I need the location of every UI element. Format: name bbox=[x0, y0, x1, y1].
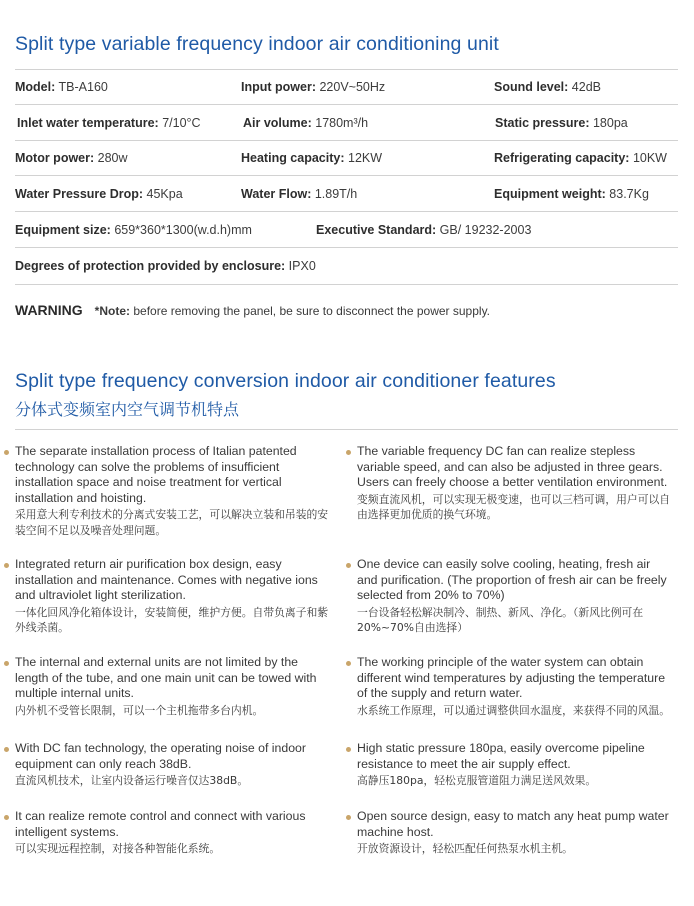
feature-text-en: High static pressure 180pa, easily overcome pipeline resistance to meet the air supply effect. bbox=[357, 741, 645, 771]
spec-equipment-size bbox=[15, 223, 252, 237]
spec-label: Equipment size: bbox=[15, 223, 111, 237]
spec-value: 659*360*1300(w.d.h)mm bbox=[110, 223, 252, 237]
bullet-icon bbox=[346, 661, 351, 666]
spec-value: 12KW bbox=[344, 151, 383, 165]
specs-title: Split type variable frequency indoor air conditioning unit bbox=[15, 33, 499, 55]
spec-label: Air volume: bbox=[243, 116, 312, 130]
feature-item bbox=[15, 444, 331, 539]
feature-item bbox=[15, 557, 331, 636]
warning-label: WARNING bbox=[15, 302, 83, 318]
feature-item bbox=[15, 741, 331, 789]
note-text: before removing the panel, be sure to disconnect the power supply. bbox=[130, 304, 491, 318]
feature-text-en: It can realize remote control and connect with various intelligent systems. bbox=[15, 809, 306, 839]
note-label: *Note: bbox=[94, 304, 131, 318]
bullet-icon bbox=[346, 563, 351, 568]
spec-value: 1.89T/h bbox=[311, 187, 358, 201]
feature-item bbox=[15, 809, 331, 857]
feature-text-cn: 可以实现远程控制，对接各种智能化系统。 bbox=[15, 842, 221, 856]
feature-text-cn: 开放资源设计，轻松匹配任何热泵水机主机。 bbox=[357, 842, 573, 856]
feature-item bbox=[357, 655, 673, 718]
feature-text-en: Integrated return air purification box design, easy installation and maintenance. Comes with negative ions and ultraviolet light sterilization. bbox=[15, 557, 318, 603]
feature-text-cn: 直流风机技术，让室内设备运行噪音仅达38dB。 bbox=[15, 774, 249, 788]
spec-label: Refrigerating capacity: bbox=[494, 151, 630, 165]
feature-text-en: One device can easily solve cooling, heating, fresh air and purification. (The proportion of fresh air can be freely selected from 20% to 70%) bbox=[357, 557, 667, 603]
divider bbox=[15, 284, 678, 285]
feature-text-en: Open source design, easy to match any heat pump water machine host. bbox=[357, 809, 669, 839]
spec-label: Equipment weight: bbox=[494, 187, 606, 201]
bullet-icon bbox=[346, 815, 351, 820]
spec-label: Heating capacity: bbox=[241, 151, 345, 165]
spec-label: Static pressure: bbox=[495, 116, 590, 130]
spec-value: 1780m³/h bbox=[311, 116, 369, 130]
spec-value: 42dB bbox=[568, 80, 601, 94]
bullet-icon bbox=[346, 450, 351, 455]
spec-value: IPX0 bbox=[285, 259, 316, 273]
spec-value: 180pa bbox=[589, 116, 628, 130]
divider bbox=[15, 247, 678, 248]
divider bbox=[15, 104, 678, 105]
divider bbox=[15, 211, 678, 212]
spec-value: 7/10°C bbox=[158, 116, 201, 130]
spec-label: Inlet water temperature: bbox=[17, 116, 159, 130]
bullet-icon bbox=[346, 747, 351, 752]
spec-static-pressure bbox=[495, 116, 628, 130]
divider bbox=[15, 140, 678, 141]
spec-label: Input power: bbox=[241, 80, 316, 94]
feature-item bbox=[357, 557, 673, 636]
feature-text-en: With DC fan technology, the operating noise of indoor equipment can only reach 38dB. bbox=[15, 741, 306, 771]
spec-executive-standard bbox=[316, 223, 531, 237]
spec-input-power bbox=[241, 80, 385, 94]
spec-value: 10KW bbox=[629, 151, 667, 165]
bullet-icon bbox=[4, 747, 9, 752]
bullet-icon bbox=[4, 661, 9, 666]
spec-sound-level bbox=[494, 80, 601, 94]
spec-model bbox=[15, 80, 108, 94]
spec-value: GB/ 19232-2003 bbox=[436, 223, 532, 237]
bullet-icon bbox=[4, 450, 9, 455]
bullet-icon bbox=[4, 563, 9, 568]
spec-value: TB-A160 bbox=[55, 80, 108, 94]
feature-item bbox=[357, 809, 673, 857]
feature-text-cn: 一台设备轻松解决制冷、制热、新风、净化。（新风比例可在20%~70%自由选择） bbox=[357, 605, 644, 635]
features-title: Split type frequency conversion indoor air conditioner features bbox=[15, 370, 556, 392]
feature-item bbox=[357, 741, 673, 789]
spec-air-volume bbox=[243, 116, 368, 130]
feature-text-cn: 采用意大利专利技术的分离式安装工艺，可以解决立装和吊装的安装空间不足以及噪音处理问题。 bbox=[15, 508, 329, 537]
feature-text-en: The internal and external units are not limited by the length of the tube, and one main unit can be towed with multiple internal units. bbox=[15, 655, 317, 701]
spec-water-flow bbox=[241, 187, 357, 201]
spec-motor-power bbox=[15, 151, 128, 165]
spec-label: Executive Standard: bbox=[316, 223, 437, 237]
feature-text-en: The separate installation process of Italian patented technology can solve the problems of insufficient installation space and noise treatment for vertical installation and hoisting. bbox=[15, 444, 297, 505]
spec-protection bbox=[15, 259, 316, 273]
feature-item bbox=[15, 655, 331, 718]
feature-text-cn: 一体化回风净化箱体设计，安装简便，维护方便。自带负离子和紫外线杀菌。 bbox=[15, 605, 329, 635]
spec-label: Water Pressure Drop: bbox=[15, 187, 144, 201]
divider bbox=[15, 69, 678, 70]
spec-value: 83.7Kg bbox=[605, 187, 649, 201]
spec-inlet-water-temperature bbox=[17, 116, 201, 130]
spec-label: Motor power: bbox=[15, 151, 95, 165]
spec-equipment-weight bbox=[494, 187, 649, 201]
spec-label: Water Flow: bbox=[241, 187, 312, 201]
feature-item bbox=[357, 444, 673, 523]
feature-text-en: The variable frequency DC fan can realize stepless variable speed, and can also be adjusted in three gears. Users can freely choose a better ventilation environment. bbox=[357, 444, 668, 490]
feature-text-en: The working principle of the water system can obtain different wind temperatures by adjusting the temperature of the supply and return water. bbox=[357, 655, 666, 701]
divider bbox=[15, 429, 678, 430]
spec-label: Degrees of protection provided by enclosure: bbox=[15, 259, 286, 273]
feature-text-cn: 高静压180pa，轻松克服管道阻力满足送风效果。 bbox=[357, 774, 597, 788]
feature-text-cn: 变频直流风机，可以实现无极变速，也可以三档可调，用户可以自由选择更加优质的换气环境。 bbox=[357, 492, 671, 522]
spec-value: 280w bbox=[94, 151, 128, 165]
divider bbox=[15, 175, 678, 176]
features-title-cn: 分体式变频室内空气调节机特点 bbox=[15, 400, 240, 419]
spec-value: 45Kpa bbox=[143, 187, 183, 201]
feature-text-cn: 水系统工作原理，可以通过调整供回水温度，来获得不同的风温。 bbox=[357, 703, 671, 717]
spec-label: Sound level: bbox=[494, 80, 569, 94]
feature-text-cn: 内外机不受管长限制，可以一个主机拖带多台内机。 bbox=[15, 703, 264, 717]
spec-value: 220V~50Hz bbox=[316, 80, 386, 94]
spec-heating-capacity bbox=[241, 151, 382, 165]
spec-label: Model: bbox=[15, 80, 56, 94]
bullet-icon bbox=[4, 815, 9, 820]
warning-line bbox=[15, 302, 490, 318]
spec-water-pressure-drop bbox=[15, 187, 183, 201]
spec-refrigerating-capacity bbox=[494, 151, 667, 165]
